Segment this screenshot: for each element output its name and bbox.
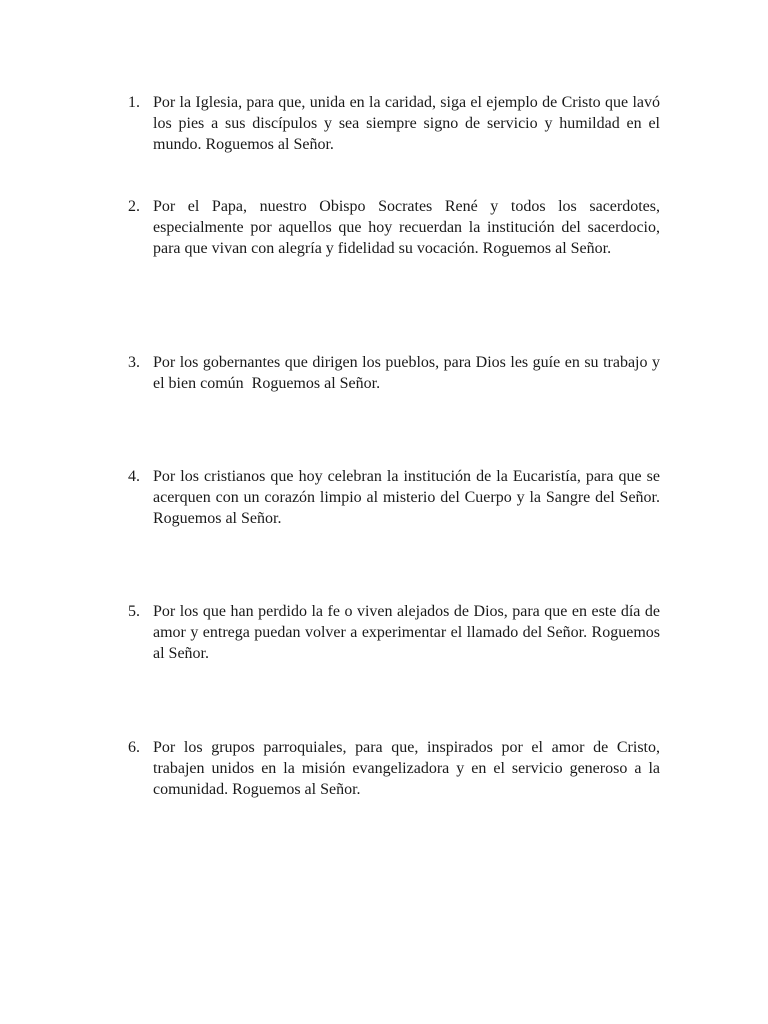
item-text: Por la Iglesia, para que, unida en la caridad, siga el ejemplo de Cristo que lavó los pies a sus discípulos y sea siempre signo de servicio y humildad en el mundo. Roguemos al Señor. [153, 94, 664, 153]
list-item [122, 92, 664, 155]
item-text: Por los cristianos que hoy celebran la institución de la Eucaristía, para que se acerquen con un corazón limpio al misterio del Cuerpo y la Sangre del Señor. Roguemos al Señor. [153, 468, 664, 527]
list-item [122, 466, 664, 529]
item-number: 3. [128, 354, 140, 371]
item-text: Por los gobernantes que dirigen los pueblos, para Dios les guíe en su trabajo y el bien común Roguemos al Señor. [153, 354, 664, 392]
item-text: Por los que han perdido la fe o viven alejados de Dios, para que en este día de amor y entrega puedan volver a experimentar el llamado del Señor. Roguemos al Señor. [153, 603, 664, 662]
list-item [122, 196, 664, 259]
item-number: 5. [128, 603, 140, 620]
item-number: 1. [128, 94, 140, 111]
item-number: 4. [128, 468, 140, 485]
item-number: 6. [128, 739, 140, 756]
list-item [122, 352, 664, 394]
list-item [122, 737, 664, 800]
list-item [122, 601, 664, 664]
item-text: Por el Papa, nuestro Obispo Socrates René y todos los sacerdotes, especialmente por aquellos que hoy recuerdan la institución del sacerdocio, para que vivan con alegría y fidelidad su vocación. Roguemos al Señor. [153, 198, 664, 257]
item-text: Por los grupos parroquiales, para que, inspirados por el amor de Cristo, trabajen unidos en la misión evangelizadora y en el servicio generoso a la comunidad. Roguemos al Señor. [153, 739, 664, 798]
item-number: 2. [128, 198, 140, 215]
